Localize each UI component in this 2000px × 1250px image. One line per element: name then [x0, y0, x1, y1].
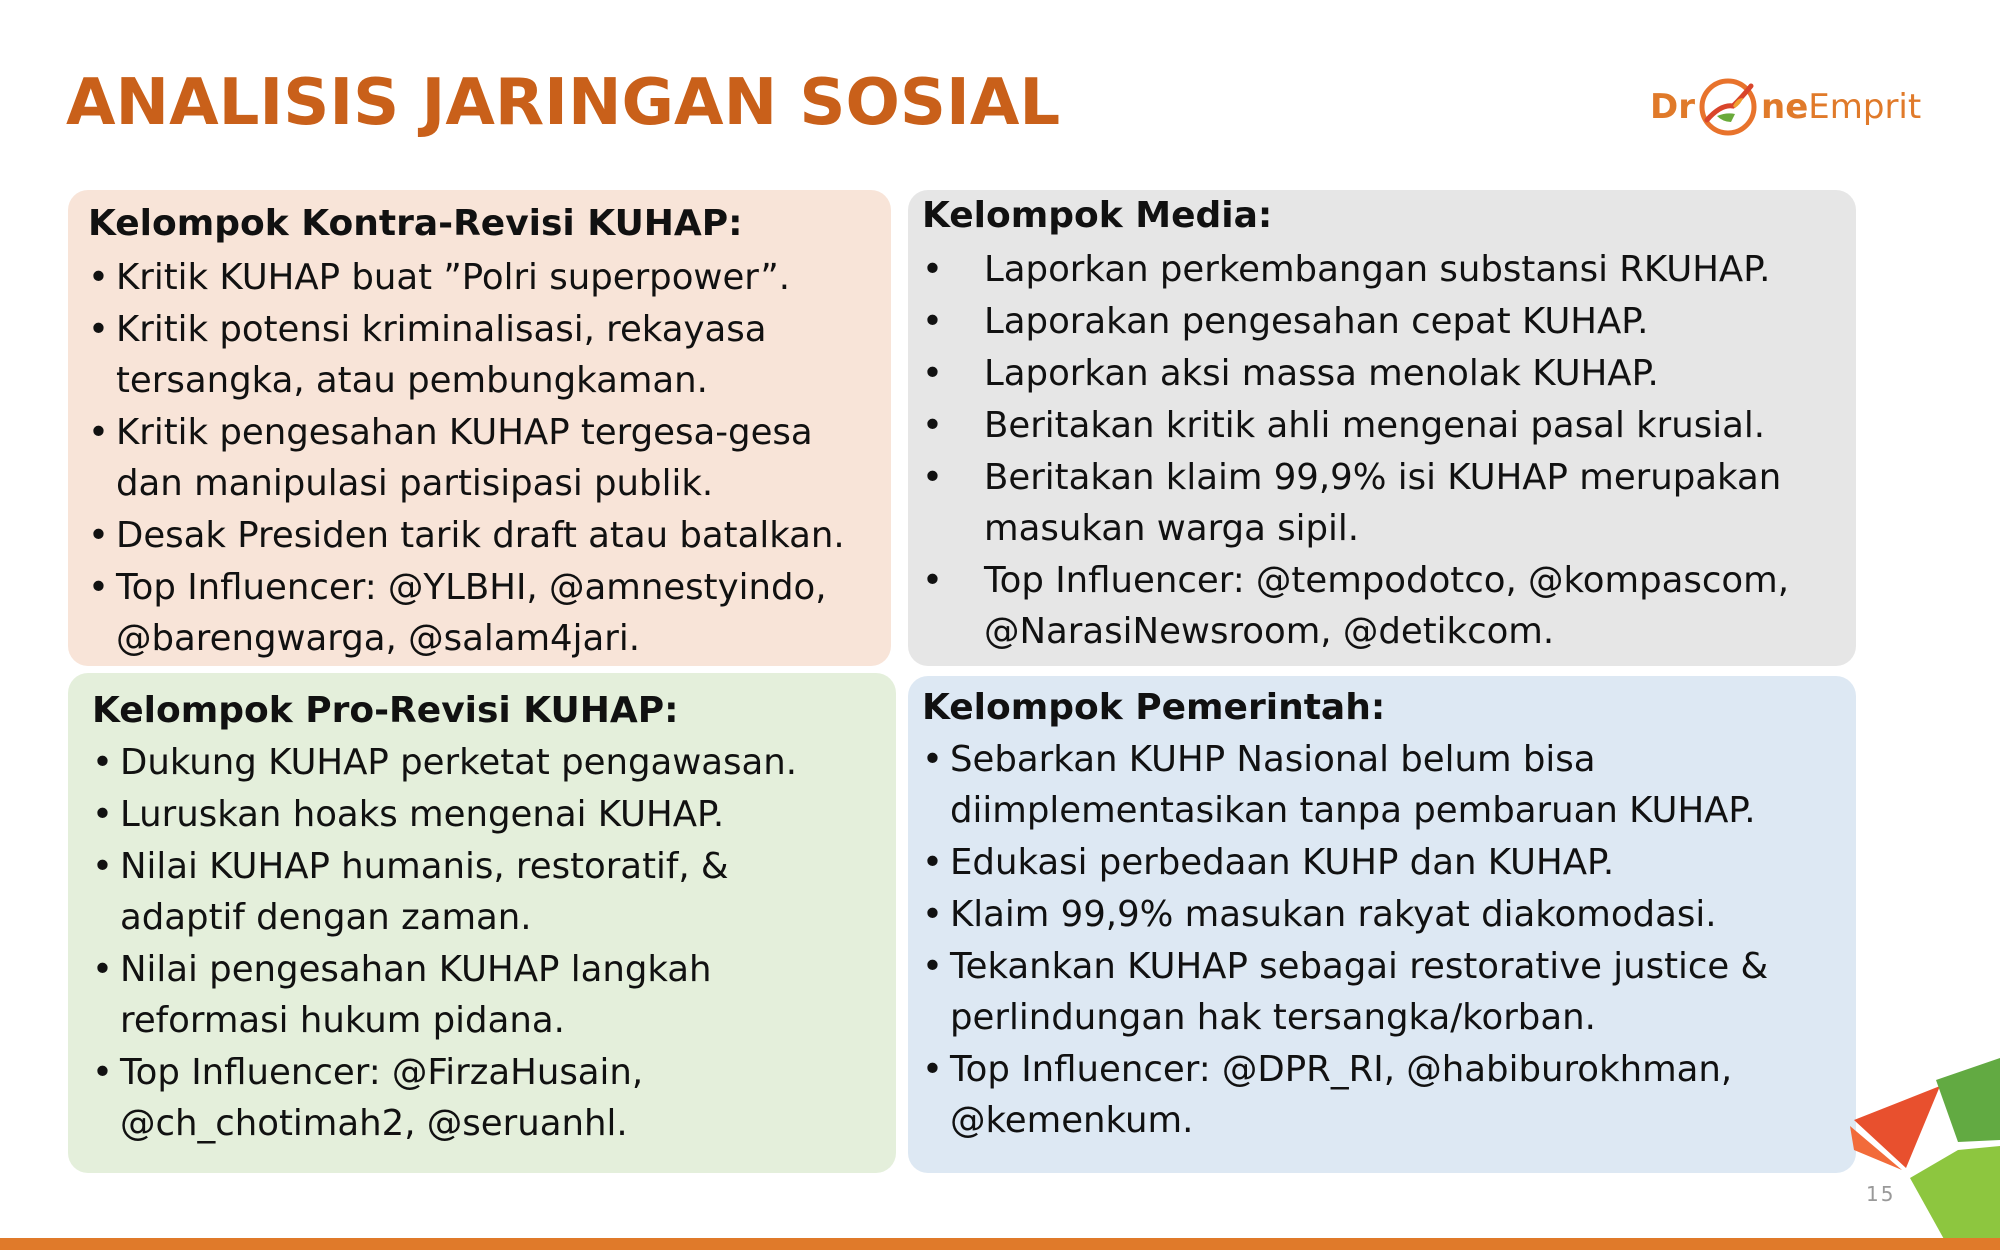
logo-text-emprit: Emprit	[1808, 87, 1922, 127]
pro-revisi-panel	[68, 673, 896, 1173]
bottom-accent-bar	[0, 1238, 2000, 1250]
pemerintah-list	[950, 734, 1850, 1146]
list-item: • Kritik pengesahan KUHAP tergesa-gesa dan manipulasi partisipasi publik.	[116, 407, 886, 509]
deco-green-shape	[1936, 1058, 2000, 1142]
deco-lightgreen-shape	[1910, 1146, 2000, 1250]
list-item: • Klaim 99,9% masukan rakyat diakomodasi.	[950, 889, 1850, 940]
list-item: • Sebarkan KUHP Nasional belum bisa diimplementasikan tanpa pembaruan KUHAP.	[950, 734, 1850, 836]
list-item: • Dukung KUHAP perketat pengawasan.	[120, 737, 890, 788]
list-item: • Laporakan pengesahan cepat KUHAP.	[984, 296, 1854, 347]
kontra-heading: Kelompok Kontra-Revisi KUHAP:	[88, 203, 743, 244]
list-item: • Nilai pengesahan KUHAP langkah reformasi hukum pidana.	[120, 944, 890, 1046]
pemerintah-panel	[908, 676, 1856, 1173]
logo-text-ne: ne	[1761, 87, 1809, 127]
list-item: • Tekankan KUHAP sebagai restorative justice & perlindungan hak tersangka/korban.	[950, 941, 1850, 1043]
list-item: • Top Influencer: @DPR_RI, @habiburokhman, @kemenkum.	[950, 1044, 1850, 1146]
kontra-revisi-panel	[68, 190, 891, 666]
list-item: • Kritik potensi kriminalisasi, rekayasa tersangka, atau pembungkaman.	[116, 304, 886, 406]
list-item: • Kritik KUHAP buat ”Polri superpower”.	[116, 252, 886, 303]
page-number: 15	[1866, 1182, 1896, 1206]
slide-title: ANALISIS JARINGAN SOSIAL	[66, 66, 1061, 140]
list-item: • Edukasi perbedaan KUHP dan KUHAP.	[950, 837, 1850, 888]
drone-bird-logo-icon	[1697, 76, 1759, 138]
pro-heading: Kelompok Pro-Revisi KUHAP:	[92, 690, 679, 731]
logo-text-dr: Dr	[1650, 87, 1695, 127]
deco-red-shape	[1854, 1086, 1940, 1168]
list-item: • Desak Presiden tarik draft atau batalkan.	[116, 510, 886, 561]
pemerintah-heading: Kelompok Pemerintah:	[922, 687, 1386, 728]
list-item: • Beritakan kritik ahli mengenai pasal krusial.	[984, 400, 1854, 451]
media-heading: Kelompok Media:	[922, 195, 1273, 236]
list-item: • Laporkan aksi massa menolak KUHAP.	[984, 348, 1854, 399]
list-item: • Laporkan perkembangan substansi RKUHAP.	[984, 244, 1854, 295]
list-item: • Top Influencer: @tempodotco, @kompascom, @NarasiNewsroom, @detikcom.	[984, 555, 1854, 657]
media-panel	[908, 190, 1856, 666]
decorative-corner-shapes	[1850, 1050, 2000, 1250]
list-item: • Luruskan hoaks mengenai KUHAP.	[120, 789, 890, 840]
list-item: • Top Influencer: @FirzaHusain, @ch_chotimah2, @seruanhl.	[120, 1047, 890, 1149]
list-item: • Nilai KUHAP humanis, restoratif, & adaptif dengan zaman.	[120, 841, 890, 943]
kontra-list	[116, 252, 886, 664]
pro-list	[120, 737, 890, 1149]
list-item: • Beritakan klaim 99,9% isi KUHAP merupakan masukan warga sipil.	[984, 452, 1854, 554]
media-list	[984, 244, 1854, 657]
list-item: • Top Influencer: @YLBHI, @amnestyindo, @barengwarga, @salam4jari.	[116, 562, 886, 664]
drone-emprit-logo	[1650, 72, 1921, 142]
